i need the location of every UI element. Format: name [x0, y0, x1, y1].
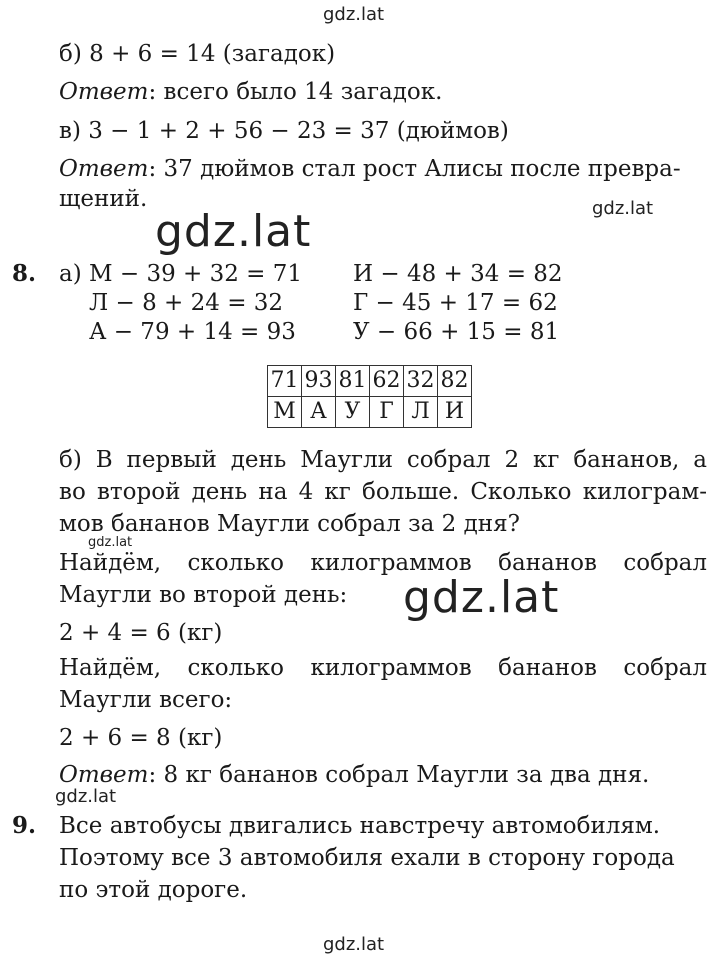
watermark-big-2: gdz.lat — [403, 572, 560, 623]
task9-line-1: Все автобусы двигались навстречу автомобилям. — [59, 813, 661, 839]
watermark-small-low: gdz.lat — [55, 786, 117, 807]
watermark-right: gdz.lat — [592, 198, 654, 219]
cipher-numbers-row — [268, 366, 472, 397]
cipher-letter-cell: И — [438, 397, 472, 428]
answer-label: Ответ — [59, 762, 149, 788]
cipher-letter-cell: Г — [370, 397, 404, 428]
watermark-big-1: gdz.lat — [155, 206, 312, 257]
watermark-bottom: gdz.lat — [323, 934, 385, 955]
answer-label: Ответ — [59, 79, 149, 105]
task8-answer — [59, 760, 649, 790]
watermark-small-mid: gdz.lat — [88, 535, 133, 550]
cipher-letter-cell: А — [302, 397, 336, 428]
equation-right-2: Г − 45 + 17 = 62 — [353, 290, 558, 316]
find-step-1-line-2: Маугли во второй день: — [59, 582, 348, 608]
answer-text: : всего было 14 загадок. — [148, 79, 443, 105]
answer-text: : 8 кг бананов собрал Маугли за два дня. — [148, 762, 650, 788]
cipher-number-cell: 32 — [404, 366, 438, 397]
cipher-table — [267, 365, 472, 428]
task8-number: 8. — [12, 260, 37, 287]
equation-left-3: А − 79 + 14 = 93 — [89, 319, 296, 345]
task8-b-line-3: мов бананов Маугли собрал за 2 дня? — [59, 511, 520, 537]
cipher-letter-cell: Л — [404, 397, 438, 428]
find-step-2-line-1: Найдём, сколько килограммов бананов собрал — [59, 655, 707, 681]
task7-b-expression: б) 8 + 6 = 14 (загадок) — [59, 41, 336, 67]
task9-line-2: Поэтому все 3 автомобиля ехали в сторону города — [59, 845, 675, 871]
find-step-2-line-2: Маугли всего: — [59, 687, 233, 713]
cipher-letters-row — [268, 397, 472, 428]
watermark-top: gdz.lat — [323, 4, 385, 25]
calculation-2: 2 + 6 = 8 (кг) — [59, 725, 223, 751]
equation-right-3: У − 66 + 15 = 81 — [353, 319, 560, 345]
cipher-number-cell: 71 — [268, 366, 302, 397]
equation-left-2: Л − 8 + 24 = 32 — [89, 290, 284, 316]
answer-label: Ответ — [59, 156, 149, 182]
task7-v-answer-cont: щений. — [59, 186, 148, 212]
task9-number: 9. — [12, 812, 37, 839]
cipher-number-cell: 62 — [370, 366, 404, 397]
task8-b-line-2: во второй день на 4 кг больше. Сколько килограм- — [59, 479, 707, 505]
cipher-number-cell: 93 — [302, 366, 336, 397]
task8-a-prefix: а) — [59, 261, 82, 287]
cipher-letter-cell: У — [336, 397, 370, 428]
cipher-number-cell: 82 — [438, 366, 472, 397]
cipher-letter-cell: М — [268, 397, 302, 428]
equation-left-1: М − 39 + 32 = 71 — [89, 261, 303, 287]
find-step-1-line-1: Найдём, сколько килограммов бананов собрал — [59, 550, 707, 576]
calculation-1: 2 + 4 = 6 (кг) — [59, 620, 223, 646]
task9-line-3: по этой дороге. — [59, 877, 248, 903]
task8-b-line-1: б) В первый день Маугли собрал 2 кг бананов, а — [59, 447, 707, 473]
task7-v-answer — [59, 154, 681, 184]
cipher-number-cell: 81 — [336, 366, 370, 397]
task7-v-expression: в) 3 − 1 + 2 + 56 − 23 = 37 (дюймов) — [59, 118, 509, 144]
task7-b-answer — [59, 77, 442, 107]
equation-right-1: И − 48 + 34 = 82 — [353, 261, 563, 287]
answer-text: : 37 дюймов стал рост Алисы после превра- — [148, 156, 681, 182]
